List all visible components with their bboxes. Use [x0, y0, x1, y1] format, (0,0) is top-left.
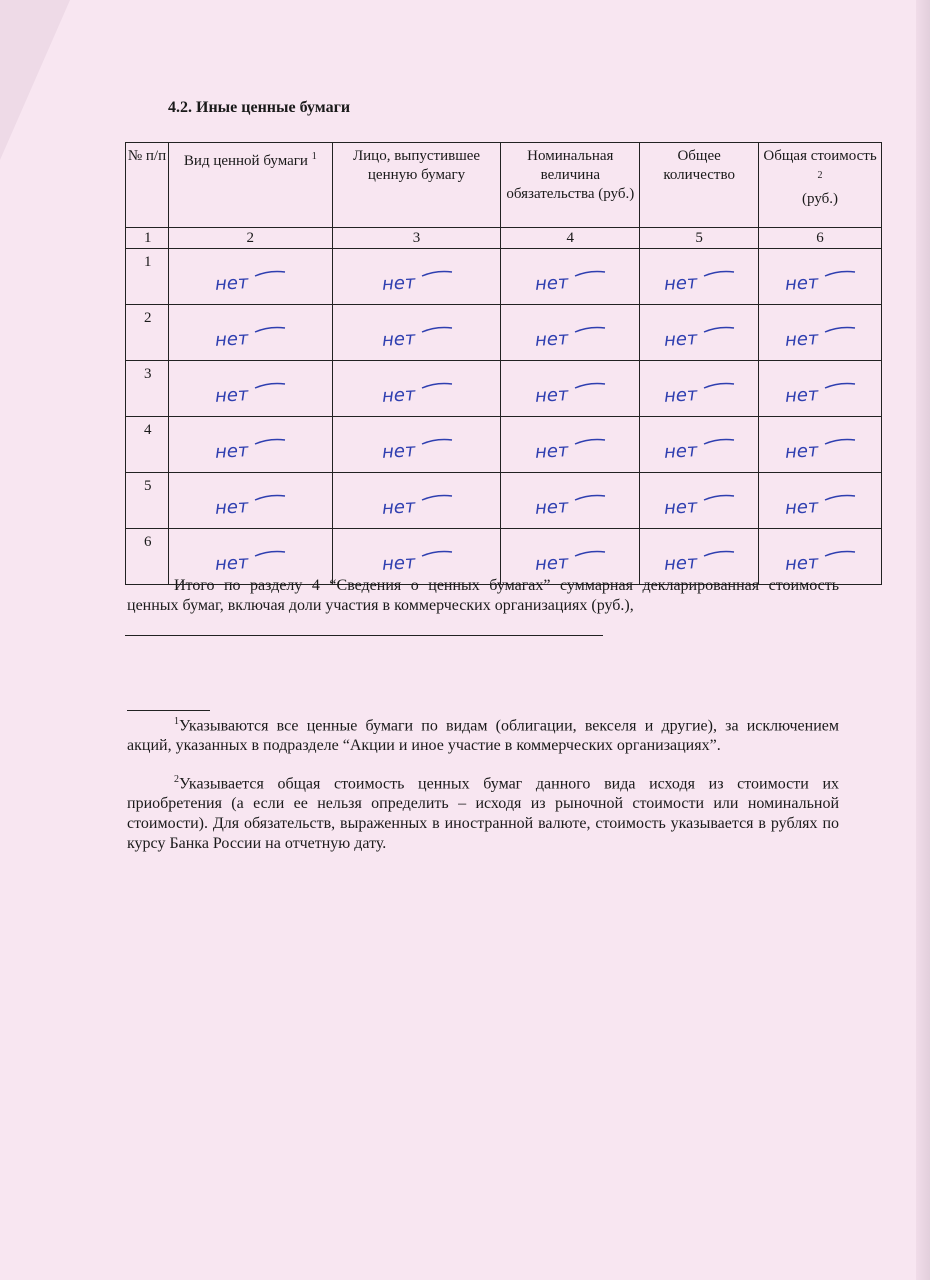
handwritten-net-mark [781, 380, 859, 408]
handwritten-text: нет [534, 383, 570, 407]
pen-stroke [575, 551, 605, 556]
pen-stroke [255, 383, 285, 388]
table-row [126, 473, 882, 529]
row-number: 1 [126, 249, 169, 305]
handwritten-text: нет [663, 327, 699, 351]
handwritten-cell [759, 305, 882, 361]
header-number: № п/п [126, 143, 169, 228]
handwritten-cell [759, 361, 882, 417]
row-number: 3 [126, 361, 169, 417]
pen-stroke [825, 551, 855, 556]
handwritten-text: нет [214, 439, 250, 463]
column-number: 6 [759, 228, 882, 249]
handwritten-text: нет [784, 271, 819, 295]
pen-stroke [422, 271, 452, 276]
section-heading: 4.2. Иные ценные бумаги [168, 99, 351, 116]
footnote-2: $^2$Указывается общая стоимость ценных бумаг данного вида исходя из стоимости их приобретения (а если ее нельзя определить – исходя из рыночной стоимости или номинальной стоимости). Для обязательств, выраженных в иностранной валюте, стоимость указывается в рублях по курсу Банка России на отчетную дату. [127, 774, 839, 853]
handwritten-text: нет [381, 327, 416, 351]
handwritten-cell [332, 473, 501, 529]
pen-stroke [422, 383, 452, 388]
pen-stroke [255, 439, 285, 444]
footnote-mark: 2 [817, 170, 823, 181]
handwritten-net-mark [531, 268, 609, 296]
handwritten-cell [332, 361, 501, 417]
handwritten-text: нет [534, 271, 570, 295]
handwritten-cell [501, 305, 640, 361]
handwritten-net-mark [211, 268, 289, 296]
handwritten-cell [759, 473, 882, 529]
row-number: 6 [126, 529, 169, 585]
handwritten-cell [640, 305, 759, 361]
column-number: 2 [168, 228, 332, 249]
handwritten-net-mark [781, 548, 859, 576]
total-blank-line [125, 635, 603, 636]
handwritten-cell [168, 473, 332, 529]
handwritten-text: нет [381, 383, 416, 407]
pen-stroke [255, 551, 285, 556]
handwritten-cell [332, 249, 501, 305]
handwritten-text: нет [663, 383, 699, 407]
table-header-row [126, 143, 882, 228]
column-number: 3 [332, 228, 501, 249]
handwritten-text: нет [534, 495, 570, 519]
pen-stroke [575, 495, 605, 500]
handwritten-text: нет [534, 551, 570, 575]
handwritten-text: нет [534, 327, 570, 351]
header-security-type: Вид ценной бумаги $^1$ [168, 143, 332, 228]
table-row [126, 417, 882, 473]
handwritten-cell [640, 473, 759, 529]
page-edge-shadow [916, 0, 930, 1280]
pen-stroke [825, 495, 855, 500]
handwritten-net-mark [660, 548, 738, 576]
table-row [126, 361, 882, 417]
handwritten-text: нет [214, 271, 250, 295]
handwritten-net-mark [660, 324, 738, 352]
handwritten-text: нет [214, 551, 250, 575]
handwritten-text: нет [663, 551, 699, 575]
handwritten-net-mark [531, 492, 609, 520]
handwritten-net-mark [531, 380, 609, 408]
handwritten-text: нет [214, 495, 250, 519]
pen-stroke [704, 327, 734, 332]
handwritten-text: нет [214, 327, 250, 351]
handwritten-net-mark [378, 380, 456, 408]
pen-stroke [422, 551, 452, 556]
handwritten-net-mark [781, 492, 859, 520]
pen-stroke [825, 439, 855, 444]
column-number: 5 [640, 228, 759, 249]
pen-stroke [255, 327, 285, 332]
header-issuer: Лицо, выпустившее ценную бумагу [332, 143, 501, 228]
handwritten-text: нет [663, 271, 699, 295]
handwritten-text: нет [381, 495, 416, 519]
handwritten-net-mark [660, 436, 738, 464]
pen-stroke [575, 439, 605, 444]
pen-stroke [704, 551, 734, 556]
handwritten-text: нет [214, 383, 250, 407]
column-number: 4 [501, 228, 640, 249]
section-total-text: Итого по разделу 4 “Сведения о ценных бумагах” суммарная декларированная стоимость ценных бумаг, включая доли участия в коммерческих организациях (руб.), [127, 577, 839, 614]
handwritten-net-mark [531, 436, 609, 464]
table-row [126, 305, 882, 361]
handwritten-text: нет [381, 271, 416, 295]
handwritten-net-mark [531, 324, 609, 352]
header-total-quantity: Общее количество [640, 143, 759, 228]
header-total-cost: Общая стоимость $^2$ (руб.) [759, 143, 882, 228]
pen-stroke [575, 271, 605, 276]
handwritten-net-mark [531, 548, 609, 576]
column-number-row [126, 228, 882, 249]
pen-stroke [825, 383, 855, 388]
row-number: 2 [126, 305, 169, 361]
handwritten-text: нет [381, 439, 416, 463]
page-corner-fold [0, 0, 70, 160]
pen-stroke [575, 327, 605, 332]
pen-stroke [255, 495, 285, 500]
pen-stroke [422, 327, 452, 332]
handwritten-net-mark [378, 436, 456, 464]
pen-stroke [704, 495, 734, 500]
handwritten-text: нет [534, 439, 570, 463]
table-row [126, 249, 882, 305]
pen-stroke [704, 383, 734, 388]
footnote-mark: 1 [311, 151, 317, 162]
handwritten-text: нет [663, 495, 699, 519]
row-number: 5 [126, 473, 169, 529]
handwritten-cell [168, 361, 332, 417]
pen-stroke [255, 271, 285, 276]
handwritten-text: нет [784, 495, 819, 519]
handwritten-cell [640, 417, 759, 473]
handwritten-text: нет [784, 383, 819, 407]
handwritten-cell [759, 249, 882, 305]
pen-stroke [422, 439, 452, 444]
handwritten-net-mark [781, 436, 859, 464]
handwritten-net-mark [211, 436, 289, 464]
handwritten-text: нет [784, 327, 819, 351]
securities-table [125, 142, 882, 585]
handwritten-cell [332, 305, 501, 361]
handwritten-text: нет [663, 439, 699, 463]
handwritten-net-mark [211, 548, 289, 576]
handwritten-cell [168, 305, 332, 361]
handwritten-text: нет [784, 551, 819, 575]
handwritten-cell [168, 249, 332, 305]
handwritten-cell [640, 249, 759, 305]
handwritten-net-mark [211, 324, 289, 352]
handwritten-net-mark [781, 324, 859, 352]
footnote-1: $^1$Указываются все ценные бумаги по видам (облигации, векселя и другие), за исключением акций, указанных в подразделе “Акции и иное участие в коммерческих организациях”. [127, 716, 839, 755]
handwritten-net-mark [378, 548, 456, 576]
handwritten-net-mark [211, 492, 289, 520]
handwritten-net-mark [660, 380, 738, 408]
column-number: 1 [126, 228, 169, 249]
handwritten-net-mark [211, 380, 289, 408]
pen-stroke [422, 495, 452, 500]
pen-stroke [825, 271, 855, 276]
handwritten-net-mark [781, 268, 859, 296]
pen-stroke [575, 383, 605, 388]
handwritten-cell [759, 417, 882, 473]
pen-stroke [825, 327, 855, 332]
handwritten-cell [168, 417, 332, 473]
footnote-separator [127, 710, 210, 711]
handwritten-cell [501, 361, 640, 417]
header-nominal-value: Номинальная величина обязательства (руб.) [501, 143, 640, 228]
handwritten-net-mark [660, 492, 738, 520]
handwritten-net-mark [378, 492, 456, 520]
handwritten-cell [640, 361, 759, 417]
handwritten-cell [332, 417, 501, 473]
handwritten-cell [501, 249, 640, 305]
handwritten-cell [501, 473, 640, 529]
handwritten-text: нет [784, 439, 819, 463]
handwritten-text: нет [381, 551, 416, 575]
handwritten-net-mark [660, 268, 738, 296]
row-number: 4 [126, 417, 169, 473]
handwritten-net-mark [378, 324, 456, 352]
pen-stroke [704, 439, 734, 444]
handwritten-cell [501, 417, 640, 473]
handwritten-net-mark [378, 268, 456, 296]
pen-stroke [704, 271, 734, 276]
